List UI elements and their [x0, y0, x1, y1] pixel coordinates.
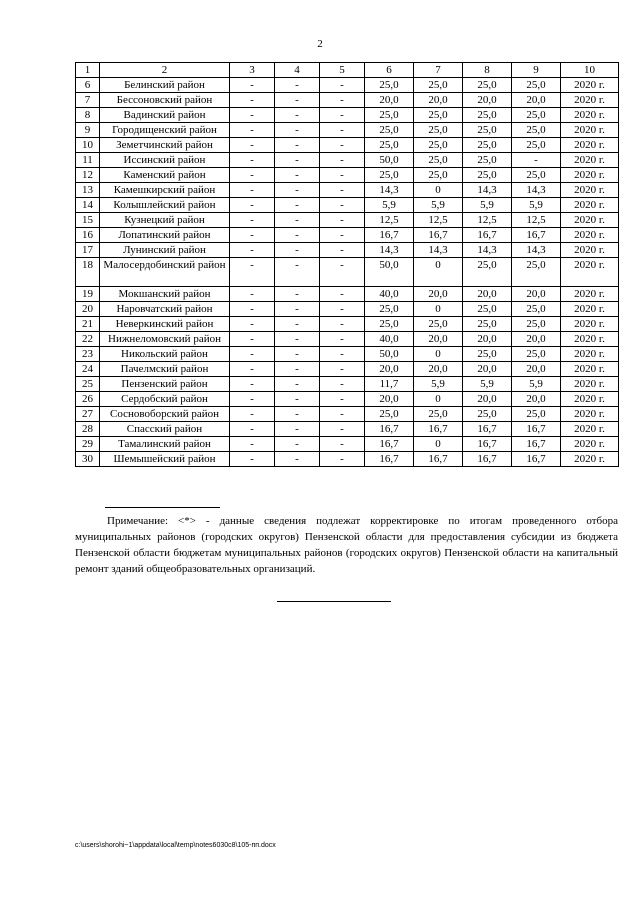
table-cell-col-4: -: [275, 213, 320, 228]
table-cell-col-6: 16,7: [365, 452, 414, 467]
table-cell-col-4: -: [275, 287, 320, 302]
table-row: [76, 153, 619, 168]
file-path: c:\users\shorohi~1\appdata\local\temp\notes6030c8\105-пп.docx: [75, 842, 276, 849]
table-cell-col-8: 20,0: [463, 392, 512, 407]
table-cell-col-5: -: [320, 168, 365, 183]
table-cell-col-3: -: [230, 213, 275, 228]
table-cell-col-9: 5,9: [512, 198, 561, 213]
table-cell-col-8: 20,0: [463, 93, 512, 108]
table-cell-col-5: -: [320, 452, 365, 467]
table-cell-col-9: 20,0: [512, 287, 561, 302]
table-cell-col-7: 5,9: [414, 377, 463, 392]
table-cell-col-9: 5,9: [512, 377, 561, 392]
table-cell-col-2: Иссинский район: [100, 153, 230, 168]
table-cell-col-2: Шемышейский район: [100, 452, 230, 467]
table-cell-col-5: -: [320, 123, 365, 138]
table-cell-col-5: -: [320, 377, 365, 392]
table-cell-col-9: 25,0: [512, 138, 561, 153]
table-cell-col-2: Колышлейский район: [100, 198, 230, 213]
table-cell-col-6: 16,7: [365, 422, 414, 437]
table-cell-col-5: -: [320, 407, 365, 422]
table-row: [76, 258, 619, 287]
table-cell-col-8: 20,0: [463, 332, 512, 347]
note: [75, 513, 618, 577]
table-cell-col-9: 20,0: [512, 362, 561, 377]
table-cell-col-4: -: [275, 452, 320, 467]
table-cell-col-7: 20,0: [414, 287, 463, 302]
table-cell-col-3: -: [230, 422, 275, 437]
table-cell-col-4: -: [275, 123, 320, 138]
table-cell-col-7: 16,7: [414, 452, 463, 467]
table-cell-col-3: -: [230, 392, 275, 407]
note-text: Примечание: <*> - данные сведения подлежат корректировке по итогам проведенного отбора муниципальных районов (городских округов) Пензенской области для предоставления субсидии из бюджета Пензенской области бюджетам муниципальных районов (городских округов) Пензенской области на капитальный ремонт зданий общеобразовательных организаций.: [75, 515, 618, 575]
table-body: [76, 63, 619, 467]
table-cell-col-1: 18: [76, 258, 100, 287]
table-cell-col-3: -: [230, 228, 275, 243]
table-cell-col-2: Спасский район: [100, 422, 230, 437]
table-cell-col-7: 25,0: [414, 78, 463, 93]
table-cell-col-10: 2020 г.: [561, 332, 619, 347]
table-cell-col-6: 6: [365, 63, 414, 78]
table-cell-col-8: 25,0: [463, 317, 512, 332]
table-cell-col-4: -: [275, 93, 320, 108]
table-cell-col-1: 11: [76, 153, 100, 168]
table-cell-col-8: 25,0: [463, 347, 512, 362]
table-cell-col-1: 7: [76, 93, 100, 108]
table-cell-col-7: 20,0: [414, 93, 463, 108]
table-cell-col-9: 20,0: [512, 392, 561, 407]
table-cell-col-9: -: [512, 153, 561, 168]
table-cell-col-5: -: [320, 108, 365, 123]
table-cell-col-9: 16,7: [512, 452, 561, 467]
table-cell-col-7: 0: [414, 437, 463, 452]
table-cell-col-5: -: [320, 243, 365, 258]
table-cell-col-6: 40,0: [365, 287, 414, 302]
table-cell-col-2: Мокшанский район: [100, 287, 230, 302]
table-cell-col-9: 25,0: [512, 123, 561, 138]
table-cell-col-3: -: [230, 362, 275, 377]
table-cell-col-1: 22: [76, 332, 100, 347]
table-cell-col-5: -: [320, 78, 365, 93]
table-cell-col-2: Лунинский район: [100, 243, 230, 258]
footnote-rule: [105, 507, 220, 508]
table-cell-col-6: 25,0: [365, 317, 414, 332]
table-cell-col-8: 25,0: [463, 123, 512, 138]
table-cell-col-10: 2020 г.: [561, 317, 619, 332]
table-cell-col-7: 0: [414, 347, 463, 362]
table-cell-col-7: 25,0: [414, 108, 463, 123]
table-cell-col-2: Кузнецкий район: [100, 213, 230, 228]
table-cell-col-6: 25,0: [365, 302, 414, 317]
table-cell-col-10: 2020 г.: [561, 347, 619, 362]
table-cell-col-9: 16,7: [512, 422, 561, 437]
table-cell-col-8: 25,0: [463, 407, 512, 422]
table-cell-col-7: 14,3: [414, 243, 463, 258]
table-cell-col-6: 50,0: [365, 153, 414, 168]
table-cell-col-1: 25: [76, 377, 100, 392]
table-cell-col-3: -: [230, 407, 275, 422]
table-cell-col-10: 2020 г.: [561, 138, 619, 153]
table-cell-col-3: -: [230, 302, 275, 317]
table-cell-col-4: -: [275, 362, 320, 377]
table-cell-col-6: 25,0: [365, 138, 414, 153]
table-cell-col-6: 50,0: [365, 347, 414, 362]
table-cell-col-7: 25,0: [414, 168, 463, 183]
table-row: [76, 168, 619, 183]
table-cell-col-4: -: [275, 258, 320, 287]
table-cell-col-8: 25,0: [463, 153, 512, 168]
table-cell-col-1: 13: [76, 183, 100, 198]
table-cell-col-2: Вадинский район: [100, 108, 230, 123]
table-cell-col-10: 2020 г.: [561, 392, 619, 407]
table-cell-col-1: 1: [76, 63, 100, 78]
table-cell-col-10: 2020 г.: [561, 108, 619, 123]
table-cell-col-5: -: [320, 138, 365, 153]
table-cell-col-10: 2020 г.: [561, 123, 619, 138]
table-cell-col-6: 16,7: [365, 437, 414, 452]
table-cell-col-6: 16,7: [365, 228, 414, 243]
table-cell-col-3: -: [230, 108, 275, 123]
table-cell-col-1: 10: [76, 138, 100, 153]
table-cell-col-6: 20,0: [365, 362, 414, 377]
table-cell-col-1: 12: [76, 168, 100, 183]
table-cell-col-10: 2020 г.: [561, 422, 619, 437]
table-cell-col-5: -: [320, 302, 365, 317]
table-row: [76, 287, 619, 302]
table-cell-col-10: 2020 г.: [561, 243, 619, 258]
table-cell-col-10: 2020 г.: [561, 228, 619, 243]
table-cell-col-9: 20,0: [512, 332, 561, 347]
table-header-row: [76, 63, 619, 78]
table-cell-col-5: -: [320, 213, 365, 228]
table-cell-col-3: -: [230, 93, 275, 108]
table-cell-col-6: 20,0: [365, 93, 414, 108]
table-cell-col-4: -: [275, 78, 320, 93]
table-row: [76, 93, 619, 108]
table-cell-col-4: -: [275, 243, 320, 258]
table-cell-col-1: 24: [76, 362, 100, 377]
table-cell-col-5: -: [320, 258, 365, 287]
table-cell-col-9: 16,7: [512, 228, 561, 243]
table-cell-col-5: -: [320, 422, 365, 437]
table-cell-col-9: 25,0: [512, 258, 561, 287]
table-cell-col-1: 8: [76, 108, 100, 123]
table-row: [76, 437, 619, 452]
table-cell-col-3: -: [230, 347, 275, 362]
table-cell-col-3: -: [230, 287, 275, 302]
table-cell-col-4: -: [275, 183, 320, 198]
table-cell-col-8: 16,7: [463, 437, 512, 452]
table-cell-col-7: 5,9: [414, 198, 463, 213]
table-cell-col-2: Неверкинский район: [100, 317, 230, 332]
table-cell-col-4: -: [275, 228, 320, 243]
table-cell-col-3: -: [230, 78, 275, 93]
table-cell-col-7: 16,7: [414, 422, 463, 437]
table-cell-col-4: -: [275, 108, 320, 123]
table-cell-col-6: 12,5: [365, 213, 414, 228]
table-cell-col-8: 16,7: [463, 228, 512, 243]
table-cell-col-1: 20: [76, 302, 100, 317]
table-cell-col-9: 14,3: [512, 183, 561, 198]
table-cell-col-10: 2020 г.: [561, 78, 619, 93]
table-cell-col-7: 25,0: [414, 138, 463, 153]
table-row: [76, 198, 619, 213]
table-cell-col-8: 20,0: [463, 362, 512, 377]
table-cell-col-1: 27: [76, 407, 100, 422]
table-cell-col-6: 25,0: [365, 123, 414, 138]
table-cell-col-8: 25,0: [463, 138, 512, 153]
table-row: [76, 123, 619, 138]
table-cell-col-2: Каменский район: [100, 168, 230, 183]
page-number: 2: [317, 38, 323, 50]
table-cell-col-2: Пензенский район: [100, 377, 230, 392]
table-cell-col-5: -: [320, 93, 365, 108]
table-cell-col-4: -: [275, 392, 320, 407]
table-cell-col-9: 25,0: [512, 317, 561, 332]
table-cell-col-4: -: [275, 377, 320, 392]
table-cell-col-3: 3: [230, 63, 275, 78]
table-cell-col-10: 10: [561, 63, 619, 78]
table-cell-col-10: 2020 г.: [561, 302, 619, 317]
table-cell-col-9: 25,0: [512, 302, 561, 317]
table-row: [76, 377, 619, 392]
table-cell-col-10: 2020 г.: [561, 258, 619, 287]
table-cell-col-5: -: [320, 317, 365, 332]
table-cell-col-4: -: [275, 138, 320, 153]
table-cell-col-1: 21: [76, 317, 100, 332]
table-cell-col-6: 11,7: [365, 377, 414, 392]
table-cell-col-4: -: [275, 302, 320, 317]
table-cell-col-5: 5: [320, 63, 365, 78]
table-cell-col-7: 0: [414, 302, 463, 317]
table-cell-col-2: Пачелмский район: [100, 362, 230, 377]
table-cell-col-5: -: [320, 228, 365, 243]
table-row: [76, 452, 619, 467]
table-cell-col-4: -: [275, 153, 320, 168]
table-cell-col-1: 14: [76, 198, 100, 213]
table-row: [76, 243, 619, 258]
table-cell-col-1: 16: [76, 228, 100, 243]
table-cell-col-6: 40,0: [365, 332, 414, 347]
table-cell-col-2: Наровчатский район: [100, 302, 230, 317]
table-row: [76, 317, 619, 332]
table-row: [76, 407, 619, 422]
table-cell-col-9: 25,0: [512, 407, 561, 422]
table-cell-col-7: 25,0: [414, 153, 463, 168]
table-cell-col-4: -: [275, 407, 320, 422]
end-rule: [277, 601, 391, 602]
table-cell-col-8: 16,7: [463, 452, 512, 467]
table-cell-col-8: 12,5: [463, 213, 512, 228]
table-cell-col-3: -: [230, 332, 275, 347]
table-cell-col-3: -: [230, 317, 275, 332]
table-cell-col-7: 25,0: [414, 317, 463, 332]
table-cell-col-10: 2020 г.: [561, 287, 619, 302]
table-cell-col-5: -: [320, 183, 365, 198]
table-row: [76, 138, 619, 153]
table-cell-col-8: 25,0: [463, 258, 512, 287]
table-cell-col-6: 25,0: [365, 78, 414, 93]
table-cell-col-6: 5,9: [365, 198, 414, 213]
table-cell-col-5: -: [320, 153, 365, 168]
table-cell-col-4: -: [275, 168, 320, 183]
table-cell-col-6: 20,0: [365, 392, 414, 407]
table-cell-col-10: 2020 г.: [561, 153, 619, 168]
table-cell-col-10: 2020 г.: [561, 183, 619, 198]
table-cell-col-8: 5,9: [463, 198, 512, 213]
table-cell-col-5: -: [320, 347, 365, 362]
table-cell-col-5: -: [320, 392, 365, 407]
table-cell-col-10: 2020 г.: [561, 377, 619, 392]
table-cell-col-2: 2: [100, 63, 230, 78]
table-cell-col-2: Бессоновский район: [100, 93, 230, 108]
table-cell-col-1: 29: [76, 437, 100, 452]
table-cell-col-8: 25,0: [463, 108, 512, 123]
table-cell-col-8: 16,7: [463, 422, 512, 437]
data-table: [75, 62, 619, 467]
table-row: [76, 302, 619, 317]
table-cell-col-6: 14,3: [365, 183, 414, 198]
table-cell-col-6: 25,0: [365, 168, 414, 183]
table-row: [76, 392, 619, 407]
table-cell-col-6: 25,0: [365, 108, 414, 123]
table-cell-col-4: -: [275, 198, 320, 213]
table-cell-col-9: 20,0: [512, 93, 561, 108]
table-cell-col-9: 12,5: [512, 213, 561, 228]
table-row: [76, 228, 619, 243]
table-cell-col-8: 5,9: [463, 377, 512, 392]
table-cell-col-5: -: [320, 198, 365, 213]
table-cell-col-7: 0: [414, 392, 463, 407]
table-cell-col-1: 23: [76, 347, 100, 362]
table-cell-col-8: 14,3: [463, 243, 512, 258]
table-cell-col-9: 16,7: [512, 437, 561, 452]
table-cell-col-3: -: [230, 183, 275, 198]
table-cell-col-4: -: [275, 347, 320, 362]
table-cell-col-3: -: [230, 437, 275, 452]
table-cell-col-1: 6: [76, 78, 100, 93]
table-cell-col-9: 25,0: [512, 108, 561, 123]
table-cell-col-4: -: [275, 422, 320, 437]
table-row: [76, 422, 619, 437]
table-row: [76, 213, 619, 228]
table-cell-col-2: Никольский район: [100, 347, 230, 362]
table-row: [76, 347, 619, 362]
table-cell-col-9: 25,0: [512, 78, 561, 93]
table-cell-col-9: 14,3: [512, 243, 561, 258]
table-cell-col-1: 17: [76, 243, 100, 258]
table-cell-col-6: 50,0: [365, 258, 414, 287]
table-cell-col-5: -: [320, 437, 365, 452]
table-cell-col-8: 25,0: [463, 78, 512, 93]
table-cell-col-2: Городищенский район: [100, 123, 230, 138]
table-cell-col-4: -: [275, 437, 320, 452]
table-cell-col-7: 20,0: [414, 332, 463, 347]
table-cell-col-3: -: [230, 452, 275, 467]
table-cell-col-8: 25,0: [463, 302, 512, 317]
table-cell-col-3: -: [230, 198, 275, 213]
table-cell-col-5: -: [320, 287, 365, 302]
table-cell-col-3: -: [230, 123, 275, 138]
table-cell-col-1: 26: [76, 392, 100, 407]
table-cell-col-2: Лопатинский район: [100, 228, 230, 243]
table-cell-col-1: 9: [76, 123, 100, 138]
table-row: [76, 183, 619, 198]
table-cell-col-4: 4: [275, 63, 320, 78]
table-cell-col-9: 9: [512, 63, 561, 78]
table-cell-col-10: 2020 г.: [561, 437, 619, 452]
table-cell-col-10: 2020 г.: [561, 362, 619, 377]
table-cell-col-2: Земетчинский район: [100, 138, 230, 153]
table-cell-col-8: 20,0: [463, 287, 512, 302]
table-cell-col-2: Сосновоборский район: [100, 407, 230, 422]
table-cell-col-10: 2020 г.: [561, 93, 619, 108]
table-cell-col-2: Нижнеломовский район: [100, 332, 230, 347]
table-cell-col-2: Малосердобинский район: [100, 258, 230, 287]
table-cell-col-2: Сердобский район: [100, 392, 230, 407]
table-cell-col-8: 8: [463, 63, 512, 78]
table-cell-col-1: 19: [76, 287, 100, 302]
table-cell-col-10: 2020 г.: [561, 198, 619, 213]
table-cell-col-5: -: [320, 332, 365, 347]
table-cell-col-3: -: [230, 153, 275, 168]
table-cell-col-10: 2020 г.: [561, 213, 619, 228]
table-cell-col-6: 14,3: [365, 243, 414, 258]
table-cell-col-7: 16,7: [414, 228, 463, 243]
table-row: [76, 78, 619, 93]
table-cell-col-10: 2020 г.: [561, 168, 619, 183]
table-cell-col-4: -: [275, 317, 320, 332]
table-row: [76, 332, 619, 347]
table-cell-col-8: 14,3: [463, 183, 512, 198]
table-cell-col-7: 25,0: [414, 123, 463, 138]
table-cell-col-1: 28: [76, 422, 100, 437]
table-cell-col-9: 25,0: [512, 347, 561, 362]
table-cell-col-7: 0: [414, 258, 463, 287]
table-cell-col-9: 25,0: [512, 168, 561, 183]
table-cell-col-3: -: [230, 258, 275, 287]
table-cell-col-2: Камешкирский район: [100, 183, 230, 198]
table-cell-col-6: 25,0: [365, 407, 414, 422]
table-cell-col-2: Тамалинский район: [100, 437, 230, 452]
table-cell-col-10: 2020 г.: [561, 452, 619, 467]
table-cell-col-1: 30: [76, 452, 100, 467]
table-cell-col-4: -: [275, 332, 320, 347]
table-cell-col-8: 25,0: [463, 168, 512, 183]
table-row: [76, 362, 619, 377]
table-cell-col-10: 2020 г.: [561, 407, 619, 422]
table-cell-col-5: -: [320, 362, 365, 377]
table-cell-col-3: -: [230, 138, 275, 153]
table-cell-col-3: -: [230, 168, 275, 183]
table-cell-col-3: -: [230, 377, 275, 392]
table-cell-col-7: 12,5: [414, 213, 463, 228]
table-cell-col-1: 15: [76, 213, 100, 228]
table-cell-col-7: 25,0: [414, 407, 463, 422]
table-cell-col-7: 20,0: [414, 362, 463, 377]
table-cell-col-7: 0: [414, 183, 463, 198]
table-cell-col-2: Белинский район: [100, 78, 230, 93]
table-cell-col-7: 7: [414, 63, 463, 78]
table-cell-col-3: -: [230, 243, 275, 258]
table-row: [76, 108, 619, 123]
